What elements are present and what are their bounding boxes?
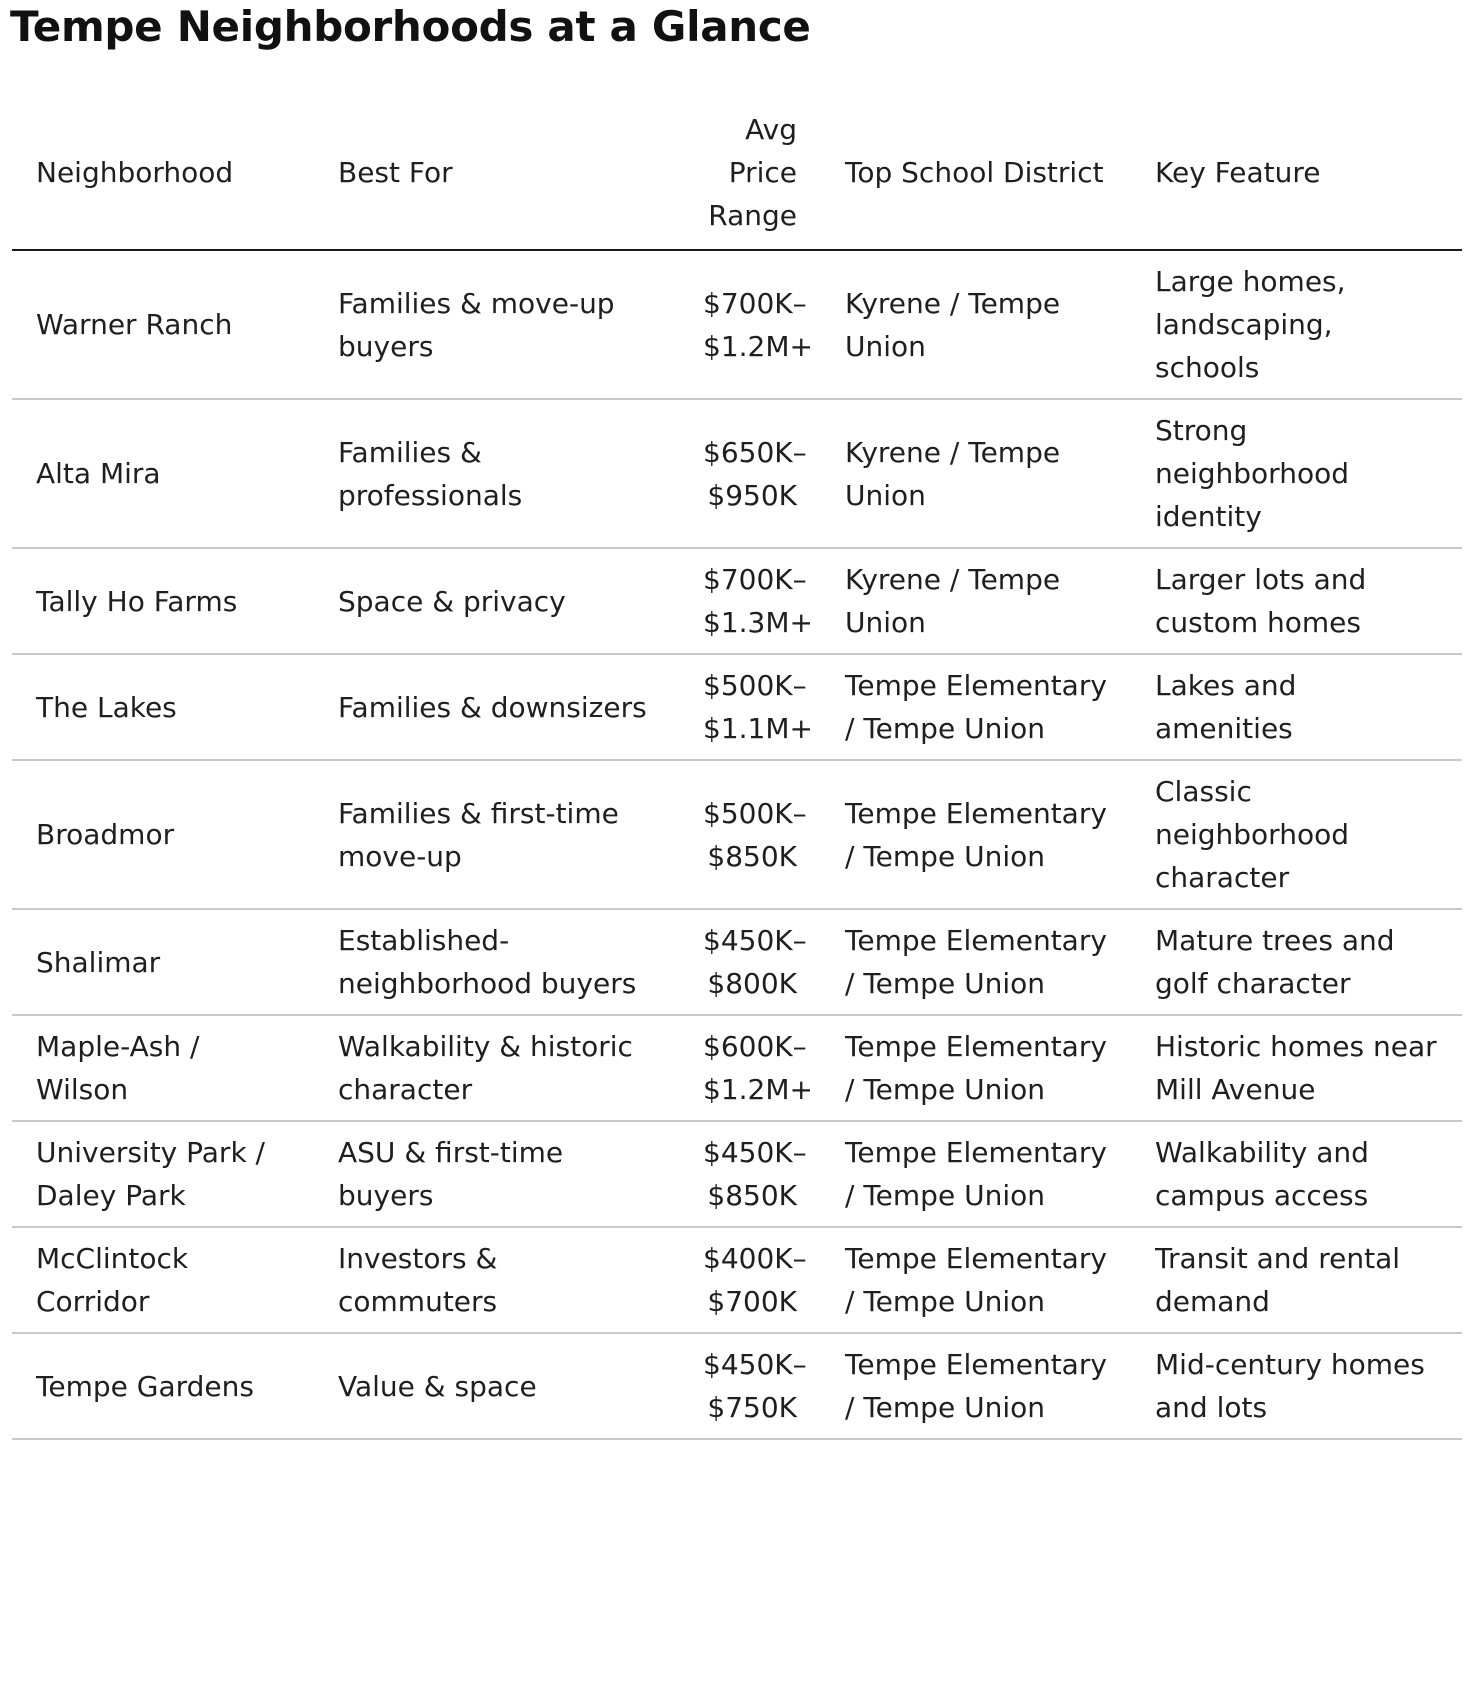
cell-school-district: Tempe Elementary / Tempe Union bbox=[821, 1227, 1131, 1333]
cell-key-feature: Mature trees and golf character bbox=[1131, 909, 1462, 1015]
cell-neighborhood: Tempe Gardens bbox=[12, 1333, 314, 1439]
cell-key-feature: Larger lots and custom homes bbox=[1131, 548, 1462, 654]
cell-price-range: $400K–$700K bbox=[679, 1227, 821, 1333]
table-row bbox=[12, 1227, 1462, 1333]
cell-school-district: Kyrene / Tempe Union bbox=[821, 399, 1131, 548]
cell-neighborhood: Warner Ranch bbox=[12, 250, 314, 399]
cell-price-range: $700K–$1.3M+ bbox=[679, 548, 821, 654]
cell-school-district: Kyrene / Tempe Union bbox=[821, 548, 1131, 654]
cell-best-for: ASU & first-time buyers bbox=[314, 1121, 679, 1227]
cell-school-district: Tempe Elementary / Tempe Union bbox=[821, 654, 1131, 760]
cell-price-range: $450K–$750K bbox=[679, 1333, 821, 1439]
cell-price-range: $500K–$850K bbox=[679, 760, 821, 909]
table-row bbox=[12, 1333, 1462, 1439]
cell-neighborhood: Shalimar bbox=[12, 909, 314, 1015]
table-row bbox=[12, 548, 1462, 654]
cell-neighborhood: Alta Mira bbox=[12, 399, 314, 548]
header-best-for: Best For bbox=[314, 100, 679, 250]
cell-price-range: $500K–$1.1M+ bbox=[679, 654, 821, 760]
cell-price-range: $650K–$950K bbox=[679, 399, 821, 548]
cell-neighborhood: The Lakes bbox=[12, 654, 314, 760]
cell-school-district: Kyrene / Tempe Union bbox=[821, 250, 1131, 399]
table-row bbox=[12, 1015, 1462, 1121]
cell-school-district: Tempe Elementary / Tempe Union bbox=[821, 1015, 1131, 1121]
cell-key-feature: Classic neighborhood character bbox=[1131, 760, 1462, 909]
cell-price-range: $700K–$1.2M+ bbox=[679, 250, 821, 399]
cell-price-range: $600K–$1.2M+ bbox=[679, 1015, 821, 1121]
cell-school-district: Tempe Elementary / Tempe Union bbox=[821, 1121, 1131, 1227]
cell-school-district: Tempe Elementary / Tempe Union bbox=[821, 1333, 1131, 1439]
cell-best-for: Families & move-up buyers bbox=[314, 250, 679, 399]
cell-best-for: Families & first-time move-up bbox=[314, 760, 679, 909]
table-row bbox=[12, 250, 1462, 399]
header-top-school-district: Top School District bbox=[821, 100, 1131, 250]
cell-school-district: Tempe Elementary / Tempe Union bbox=[821, 760, 1131, 909]
cell-price-range: $450K–$850K bbox=[679, 1121, 821, 1227]
cell-key-feature: Historic homes near Mill Avenue bbox=[1131, 1015, 1462, 1121]
cell-key-feature: Lakes and amenities bbox=[1131, 654, 1462, 760]
cell-key-feature: Strong neighborhood identity bbox=[1131, 399, 1462, 548]
cell-neighborhood: McClintock Corridor bbox=[12, 1227, 314, 1333]
cell-price-range: $450K–$800K bbox=[679, 909, 821, 1015]
table-row bbox=[12, 760, 1462, 909]
table-row bbox=[12, 909, 1462, 1015]
cell-best-for: Families & downsizers bbox=[314, 654, 679, 760]
table-row bbox=[12, 1121, 1462, 1227]
header-key-feature: Key Feature bbox=[1131, 100, 1462, 250]
neighborhoods-table bbox=[12, 100, 1462, 1440]
cell-best-for: Established-neighborhood buyers bbox=[314, 909, 679, 1015]
cell-key-feature: Transit and rental demand bbox=[1131, 1227, 1462, 1333]
cell-best-for: Families & professionals bbox=[314, 399, 679, 548]
header-neighborhood: Neighborhood bbox=[12, 100, 314, 250]
cell-neighborhood: Broadmor bbox=[12, 760, 314, 909]
cell-neighborhood: University Park / Daley Park bbox=[12, 1121, 314, 1227]
cell-neighborhood: Tally Ho Farms bbox=[12, 548, 314, 654]
cell-best-for: Walkability & historic character bbox=[314, 1015, 679, 1121]
table-row bbox=[12, 654, 1462, 760]
table-header-row bbox=[12, 100, 1462, 250]
cell-key-feature: Walkability and campus access bbox=[1131, 1121, 1462, 1227]
cell-school-district: Tempe Elementary / Tempe Union bbox=[821, 909, 1131, 1015]
cell-key-feature: Mid-century homes and lots bbox=[1131, 1333, 1462, 1439]
cell-key-feature: Large homes, landscaping, schools bbox=[1131, 250, 1462, 399]
page-title: Tempe Neighborhoods at a Glance bbox=[10, 2, 811, 51]
header-avg-price-range: Avg Price Range bbox=[679, 100, 821, 250]
cell-best-for: Value & space bbox=[314, 1333, 679, 1439]
cell-neighborhood: Maple-Ash / Wilson bbox=[12, 1015, 314, 1121]
table-row bbox=[12, 399, 1462, 548]
cell-best-for: Space & privacy bbox=[314, 548, 679, 654]
cell-best-for: Investors & commuters bbox=[314, 1227, 679, 1333]
